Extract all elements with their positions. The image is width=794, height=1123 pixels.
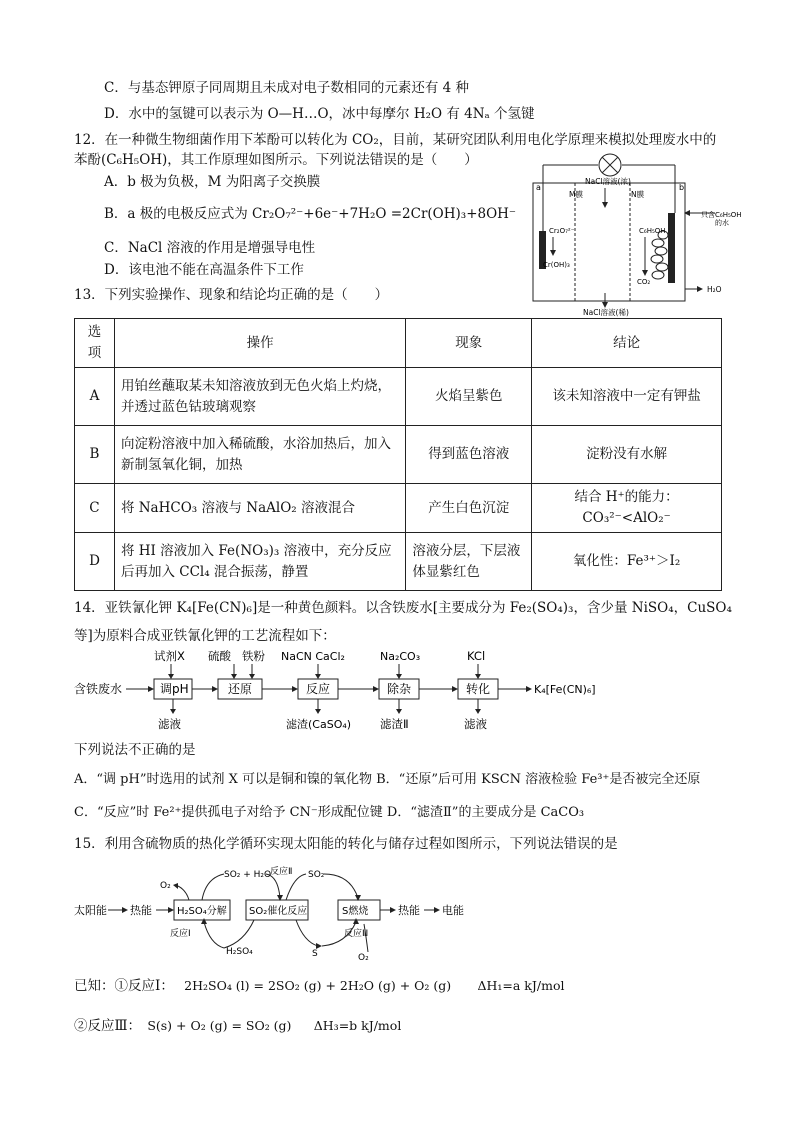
- row-option: A: [75, 368, 115, 426]
- bottom-solution-label: NaCl溶液(稀): [583, 308, 629, 317]
- q15-known-2: [74, 1016, 401, 1036]
- m-membrane-label: M膜: [569, 190, 583, 199]
- q12-option-c: C．NaCl 溶液的作用是增强导电性: [104, 240, 316, 256]
- header-conclusion: 结论: [532, 319, 722, 368]
- q12-option-b: B．a 极的电极反应式为 Cr₂O₇²⁻+6e⁻+7H₂O =2Cr(OH)₃+8OH⁻: [104, 206, 517, 222]
- reaction-3-label: 反应Ⅲ: [344, 929, 369, 939]
- q15-sulfur-cycle-diagram: [74, 862, 504, 962]
- top-solution-label: NaCl溶液(浓): [585, 177, 631, 186]
- reagent-na2co3: Na₂CO₃: [380, 650, 421, 663]
- header-option: 选项: [75, 319, 115, 368]
- row-option: D: [75, 533, 115, 591]
- label-b: b: [679, 183, 685, 192]
- waste-filtrate-2: 滤液: [464, 717, 487, 731]
- cycle-heat-1: 热能: [130, 904, 152, 917]
- delta-h-1: ΔH₁=a kJ/mol: [477, 978, 565, 993]
- cycle-electricity: 电能: [442, 904, 464, 917]
- row-conclusion: 该未知溶液中一定有钾盐: [532, 368, 722, 426]
- reaction-2-label: 反应Ⅱ: [270, 867, 293, 877]
- known-1-prefix: 已知：①反应Ⅰ：: [74, 978, 174, 994]
- known-2-prefix: ②反应Ⅲ：: [74, 1018, 142, 1034]
- row-conclusion: 淀粉没有水解: [532, 426, 722, 484]
- flow-start: 含铁废水: [74, 682, 123, 696]
- electrode-b: [668, 213, 675, 283]
- table-row: [75, 484, 722, 533]
- row-operation: 用铂丝蘸取某未知溶液放到无色火焰上灼烧，并透过蓝色钴玻璃观察: [114, 368, 405, 426]
- waste-residue-2: 滤渣Ⅱ: [380, 717, 409, 731]
- q11-option-c: C．与基态钾原子同周期且未成对电子数相同的元素还有 4 种: [104, 80, 470, 96]
- step-remove-impurity-label: 除杂: [387, 682, 412, 696]
- q11-option-d: D．水中的氢键可以表示为 O—H…O，冰中每摩尔 H₂O 有 4Nₐ 个氢键: [104, 106, 535, 122]
- q13-stem: 13．下列实验操作、现象和结论均正确的是（ ）: [74, 287, 389, 303]
- label-a: a: [536, 183, 541, 192]
- so2-label: SO₂: [308, 870, 325, 880]
- s-label: S: [312, 949, 318, 959]
- table-row: [75, 426, 722, 484]
- q12-option-a: A．b 极为负极，M 为阳离子交换膜: [104, 174, 321, 190]
- box-so2-catalytic-label: SO₂催化反应: [249, 906, 308, 917]
- q12-stem-line1: 12．在一种微生物细菌作用下苯酚可以转化为 CO₂，目前，某研究团队利用电化学原理来模拟处理废水中的: [74, 132, 717, 148]
- co2-label: CO₂: [637, 278, 651, 286]
- cr2o7-label: Cr₂O₇²⁻: [549, 227, 575, 235]
- delta-h-3: ΔH₃=b kJ/mol: [313, 1018, 402, 1033]
- step-adjust-ph-label: 调pH: [160, 682, 189, 696]
- cycle-sun: 太阳能: [74, 904, 107, 917]
- header-operation: 操作: [114, 319, 405, 368]
- h2o-out-label: H₂O: [707, 285, 722, 294]
- box-s-combustion-label: S燃烧: [342, 906, 369, 917]
- row-operation: 向淀粉溶液中加入稀硫酸，水浴加热后，加入新制氢氧化铜，加热: [114, 426, 405, 484]
- table-row: [75, 533, 722, 591]
- reaction-1-label: 反应Ⅰ: [170, 929, 191, 939]
- step-convert-label: 转化: [466, 682, 491, 696]
- row-conclusion: 结合 H⁺的能力：CO₃²⁻<AlO₂⁻: [532, 484, 722, 533]
- croh3-label: Cr(OH)₃: [543, 261, 570, 269]
- phenol-label: C₆H₅OH: [639, 227, 666, 235]
- equation-1: 2H₂SO₄ (l) = 2SO₂ (g) + 2H₂O (g) + O₂ (g): [184, 978, 452, 993]
- inflow-label-2: 的水: [715, 219, 729, 227]
- row-operation: 将 HI 溶液加入 Fe(NO₃)₃ 溶液中，充分反应后再加入 CCl₄ 混合振荡，静置: [114, 533, 405, 591]
- reagent-x: 试剂X: [154, 649, 185, 663]
- equation-3: S(s) + O₂ (g) = SO₂ (g): [147, 1018, 292, 1033]
- q14-options-ab: A．“调 pH”时选用的试剂 X 可以是铜和镍的氧化物 B．“还原”后可用 KSCN 溶液检验 Fe³⁺是否被完全还原: [74, 772, 701, 787]
- row-conclusion: 氧化性：Fe³⁺＞I₂: [532, 533, 722, 591]
- reagent-nacn-cacl2: NaCN CaCl₂: [281, 650, 345, 663]
- table-header-row: [75, 319, 722, 368]
- row-option: C: [75, 484, 115, 533]
- cycle-heat-2: 热能: [398, 904, 420, 917]
- row-phenomenon: 溶液分层，下层液体显紫红色: [406, 533, 532, 591]
- row-phenomenon: 产生白色沉淀: [406, 484, 532, 533]
- microbe-cluster-icon: [651, 231, 668, 279]
- waste-caso4: 滤渣(CaSO₄): [286, 718, 352, 731]
- q12-option-d: D．该电池不能在高温条件下工作: [104, 262, 304, 278]
- q14-options-cd: C．“反应”时 Fe²⁺提供孤电子对给予 CN⁻形成配位键 D．“滤渣Ⅱ”的主要成分是 CaCO₃: [74, 805, 585, 820]
- flow-product: K₄[Fe(CN)₆]: [534, 683, 596, 696]
- inflow-label-1: 只含C₆H₅OH: [701, 211, 742, 219]
- step-reduce-label: 还原: [228, 682, 253, 696]
- q14-stem-line2: 等]为原料合成亚铁氰化钾的工艺流程如下：: [74, 628, 336, 644]
- box-h2so4-decompose-label: H₂SO₄分解: [177, 906, 227, 917]
- h2so4-label: H₂SO₄: [226, 947, 253, 957]
- row-operation: 将 NaHCO₃ 溶液与 NaAlO₂ 溶液混合: [114, 484, 405, 533]
- q14-stem-line1: 14．亚铁氰化钾 K₄[Fe(CN)₆]是一种黄色颜料。以含铁废水[主要成分为 Fe₂(SO₄)₃，含少量 NiSO₄，CuSO₄: [74, 600, 732, 616]
- reagent-iron-powder: 铁粉: [242, 649, 265, 663]
- reagent-sulfuric-acid: 硫酸: [208, 649, 231, 663]
- step-react-label: 反应: [306, 682, 331, 696]
- q12-stem-line2: 苯酚(C₆H₅OH)，其工作原理如图所示。下列说法错误的是（ ）: [74, 152, 478, 168]
- q13-table: [74, 318, 722, 591]
- reagent-kcl: KCl: [467, 649, 486, 663]
- table-row: [75, 368, 722, 426]
- q14-question: 下列说法不正确的是: [74, 742, 196, 758]
- waste-filtrate-1: 滤液: [158, 717, 181, 731]
- row-option: B: [75, 426, 115, 484]
- o2-top-label: O₂: [160, 881, 171, 891]
- q12-cell-diagram: [525, 153, 765, 318]
- row-phenomenon: 得到蓝色溶液: [406, 426, 532, 484]
- q15-stem: 15．利用含硫物质的热化学循环实现太阳能的转化与储存过程如图所示，下列说法错误的是: [74, 836, 618, 852]
- header-phenomenon: 现象: [406, 319, 532, 368]
- so2-h2o-label: SO₂ + H₂O: [224, 870, 272, 880]
- row-phenomenon: 火焰呈紫色: [406, 368, 532, 426]
- n-membrane-label: N膜: [631, 190, 645, 199]
- o2-bottom-label: O₂: [358, 953, 369, 962]
- q14-process-flow: [74, 648, 614, 736]
- q15-known-1: [74, 976, 564, 996]
